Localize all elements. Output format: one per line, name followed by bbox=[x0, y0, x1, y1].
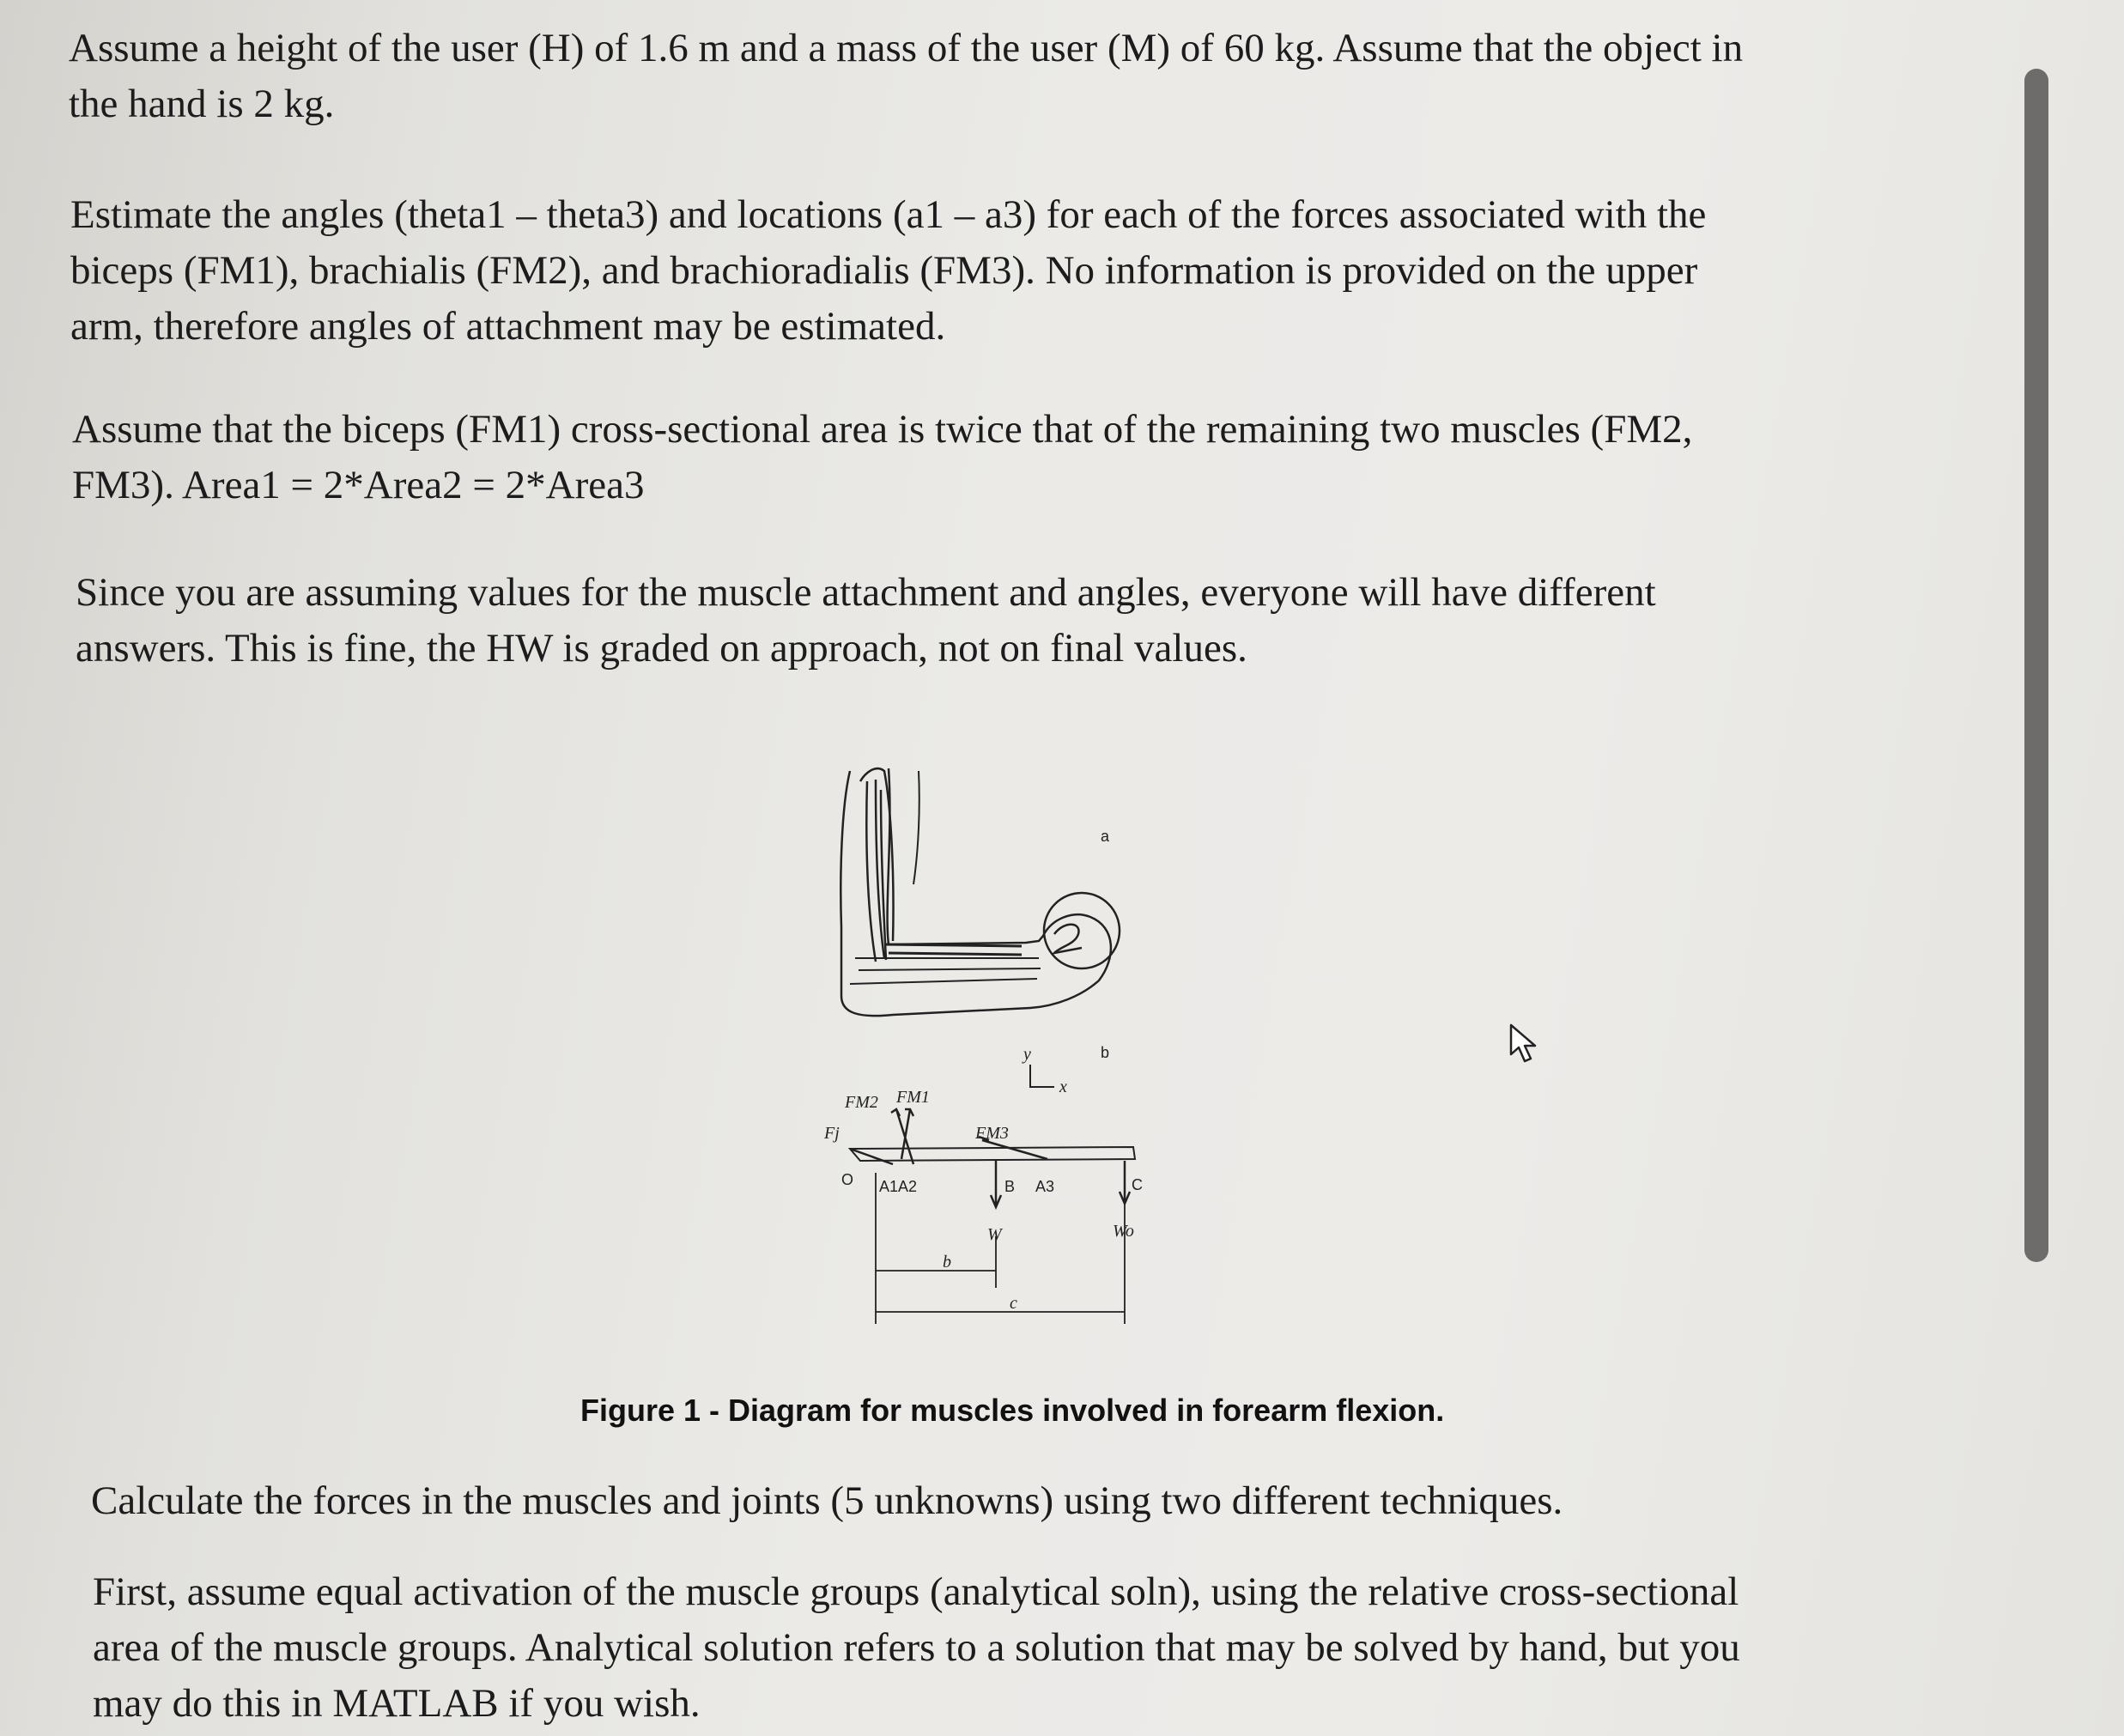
coordinate-axes bbox=[1030, 1065, 1054, 1087]
vertical-scrollbar[interactable] bbox=[2024, 69, 2048, 1262]
forearm-flexion-figure bbox=[824, 756, 1185, 1374]
paragraph-equal-activation bbox=[93, 1564, 1740, 1732]
text-line: area of the muscle groups. Analytical solution refers to a solution that may be solved by hand, but you bbox=[93, 1625, 1740, 1670]
force-label-fm3: FM3 bbox=[975, 1124, 1009, 1143]
text-line: FM3). Area1 = 2*Area2 = 2*Area3 bbox=[72, 463, 645, 507]
point-label-o: O bbox=[841, 1171, 854, 1188]
text-line: Estimate the angles (theta1 – theta3) and locations (a1 – a3) for each of the forces associated with the bbox=[70, 192, 1707, 237]
text-line: biceps (FM1), brachialis (FM2), and brachioradialis (FM3). No information is provided on the upper bbox=[70, 248, 1698, 293]
text-line: may do this in MATLAB if you wish. bbox=[93, 1681, 701, 1726]
paragraph-grading-note bbox=[76, 565, 1656, 677]
axis-label-x: x bbox=[1059, 1077, 1067, 1096]
dimension-label-b: b bbox=[943, 1253, 951, 1272]
text-line: First, assume equal activation of the muscle groups (analytical soln), using the relative cross-sectional bbox=[93, 1569, 1739, 1614]
panel-label-a: a bbox=[1101, 828, 1110, 845]
mouse-pointer-icon bbox=[1508, 1022, 1542, 1065]
text-line: arm, therefore angles of attachment may be estimated. bbox=[70, 304, 946, 349]
text-line: the hand is 2 kg. bbox=[69, 82, 335, 126]
point-label-a3: A3 bbox=[1035, 1178, 1055, 1195]
panel-label-b: b bbox=[1101, 1044, 1110, 1061]
force-label-fj: Fj bbox=[824, 1124, 840, 1143]
dimension-label-c: c bbox=[1010, 1294, 1017, 1313]
axis-label-y: y bbox=[1023, 1045, 1031, 1064]
text-line: Calculate the forces in the muscles and joints (5 unknowns) using two different techniques. bbox=[91, 1478, 1563, 1523]
text-line: Assume that the biceps (FM1) cross-sectional area is twice that of the remaining two muscles (FM2, bbox=[72, 407, 1693, 452]
text-line: answers. This is fine, the HW is graded on approach, not on final values. bbox=[76, 626, 1247, 671]
paragraph-estimate-angles bbox=[70, 187, 1706, 355]
paragraph-cross-section-area bbox=[72, 402, 1692, 513]
text-line: Assume a height of the user (H) of 1.6 m and a mass of the user (M) of 60 kg. Assume that the object in bbox=[69, 26, 1744, 70]
paragraph-calculate-forces bbox=[91, 1473, 1563, 1529]
text-line: Since you are assuming values for the muscle attachment and angles, everyone will have different bbox=[76, 570, 1656, 615]
paragraph-user-assumptions bbox=[69, 21, 1743, 132]
figure-caption: Figure 1 - Diagram for muscles involved in forearm flexion. bbox=[580, 1393, 1445, 1428]
point-label-c: C bbox=[1132, 1176, 1143, 1193]
force-label-fm2: FM2 bbox=[845, 1093, 878, 1112]
arm-illustration bbox=[840, 768, 1120, 1016]
point-label-a1a2: A1A2 bbox=[879, 1178, 918, 1195]
point-label-b: B bbox=[1004, 1178, 1016, 1195]
force-label-fm1: FM1 bbox=[896, 1088, 930, 1107]
weight-label-w: W bbox=[987, 1225, 1002, 1244]
weight-label-wo: Wo bbox=[1113, 1222, 1134, 1241]
